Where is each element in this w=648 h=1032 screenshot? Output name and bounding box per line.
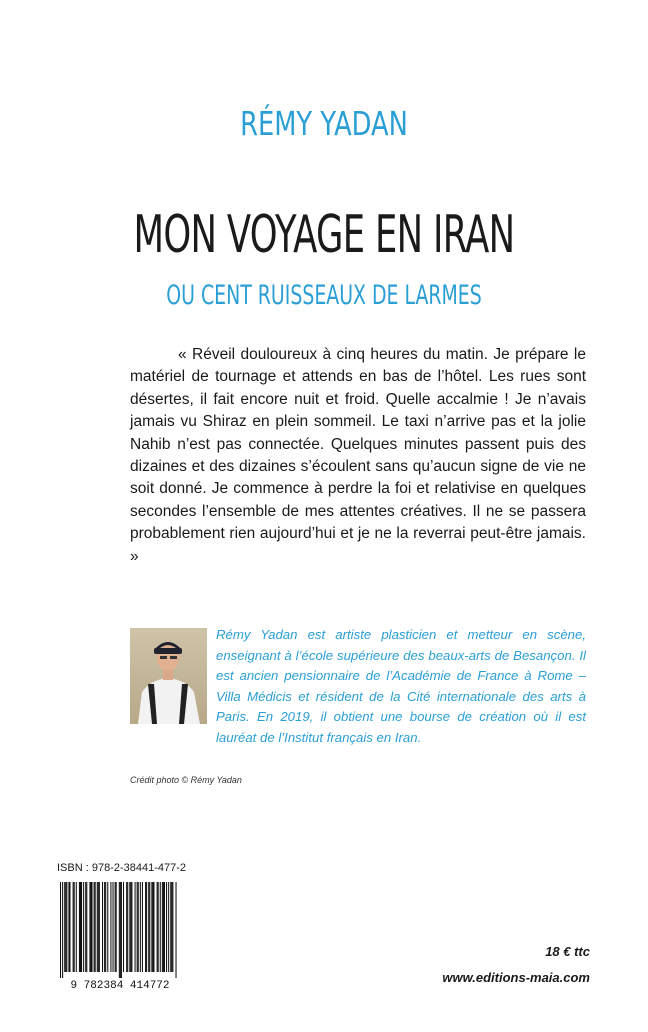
- barcode-bar: [149, 882, 150, 972]
- barcode-bar: [176, 882, 177, 978]
- barcode-bar: [146, 882, 147, 972]
- barcode-bar: [151, 882, 152, 972]
- barcode-bar: [110, 882, 111, 972]
- barcode-graphic: [56, 880, 184, 992]
- barcode-bar: [135, 882, 136, 972]
- barcode-bar: [105, 882, 106, 972]
- barcode-bar: [148, 882, 149, 972]
- barcode-bar: [92, 882, 93, 972]
- barcode-bar: [60, 882, 61, 978]
- barcode-bar: [116, 882, 117, 972]
- barcode-bar: [115, 882, 116, 972]
- barcode-bar: [131, 882, 132, 972]
- publisher-website[interactable]: www.editions-maia.com: [442, 970, 590, 985]
- barcode-bar: [153, 882, 154, 972]
- barcode-bar: [97, 882, 98, 972]
- barcode-bar: [171, 882, 172, 972]
- barcode-bar: [85, 882, 86, 972]
- barcode-bar: [123, 882, 124, 972]
- barcode-bar: [74, 882, 75, 972]
- barcode-bar: [94, 882, 95, 972]
- barcode-number: 9 782384 414772: [70, 980, 170, 992]
- back-cover-quote: « Réveil douloureux à cinq heures du matin. Je prépare le matériel de tournage et attends en bas de l’hôtel. Les rues sont désertes, il fait encore nuit et froid. Quelle accalmie ! Je n’avais jamais vu Shiraz en plein sommeil. Le taxi n’arrive pas et la jolie Nahib n’est pas connectée. Quelques minutes passent puis des dizaines et des dizaines s’écoulent sans qu’aucun signe de vie ne soit donné. Je commence à perdre la foi et relativise en quelques secondes l’ensemble de mes attentes créatives. Il ne se passera probablement rien aujourd’hui et je ne la reverrai peut-être jamais. »: [130, 346, 586, 565]
- book-subtitle: OU CENT RUISSEAUX DE LARMES: [166, 280, 482, 311]
- barcode-bar: [104, 882, 105, 972]
- barcode-bar: [145, 882, 146, 972]
- barcode-bar: [86, 882, 87, 972]
- barcode-bar: [166, 882, 167, 972]
- author-bio: Rémy Yadan est artiste plasticien et metteur en scène, enseignant à l’école supérieure des beaux-arts de Besançon. Il est ancien pensionnaire de l’Académie de France à Rome – Villa Médicis et résident de la Cité internationale des arts à Paris. En 2019, il obtient une bourse de création où il est lauréat de l’Institut français en Iran.: [216, 627, 586, 745]
- barcode-bar: [120, 882, 121, 978]
- barcode-bar: [64, 882, 65, 972]
- barcode-bar: [66, 882, 67, 972]
- price: 18 € ttc: [545, 944, 590, 959]
- barcode-bar: [168, 882, 169, 972]
- barcode-bar: [73, 882, 74, 972]
- barcode-bar: [98, 882, 99, 972]
- photo-credit: Crédit photo © Rémy Yadan: [130, 775, 242, 785]
- barcode-bar: [89, 882, 90, 972]
- barcode-bar: [83, 882, 84, 972]
- barcode-bar: [95, 882, 96, 972]
- barcode-bar: [172, 882, 173, 972]
- barcode-bar: [99, 882, 100, 972]
- barcode-bar: [126, 882, 127, 972]
- barcode-bar: [140, 882, 141, 972]
- barcode-bar: [121, 882, 122, 978]
- barcode-bar: [170, 882, 171, 972]
- author-bio-block: [130, 625, 586, 749]
- barcode-bar: [81, 882, 82, 972]
- barcode-bar: [162, 882, 163, 972]
- barcode-bar: [107, 882, 108, 972]
- barcode-bar: [152, 882, 153, 972]
- barcode-bar: [157, 882, 158, 972]
- photo-spacer: [130, 625, 216, 729]
- barcode-bar: [119, 882, 120, 978]
- barcode-bar: [163, 882, 164, 972]
- barcode-bar: [69, 882, 70, 972]
- barcode-bar: [62, 882, 63, 978]
- barcode-bar: [164, 882, 165, 972]
- barcode-bar: [80, 882, 81, 972]
- barcode: [56, 880, 184, 992]
- barcode-bar: [68, 882, 69, 972]
- barcode-bar: [102, 882, 103, 972]
- barcode-bar: [130, 882, 131, 972]
- barcode-bar: [129, 882, 130, 972]
- book-title: MON VOYAGE EN IRAN: [133, 205, 515, 265]
- barcode-bar: [90, 882, 91, 972]
- barcode-bar: [79, 882, 80, 972]
- author-name: RÉMY YADAN: [240, 104, 408, 143]
- barcode-bar: [127, 882, 128, 972]
- isbn: ISBN : 978-2-38441-477-2: [57, 862, 187, 874]
- barcode-bar: [137, 882, 138, 972]
- barcode-bar: [76, 882, 77, 972]
- barcode-bar: [65, 882, 66, 972]
- barcode-bar: [113, 882, 114, 972]
- barcode-bar: [158, 882, 159, 972]
- barcode-bar: [160, 882, 161, 972]
- barcode-bar: [142, 882, 143, 972]
- barcode-bar: [138, 882, 139, 972]
